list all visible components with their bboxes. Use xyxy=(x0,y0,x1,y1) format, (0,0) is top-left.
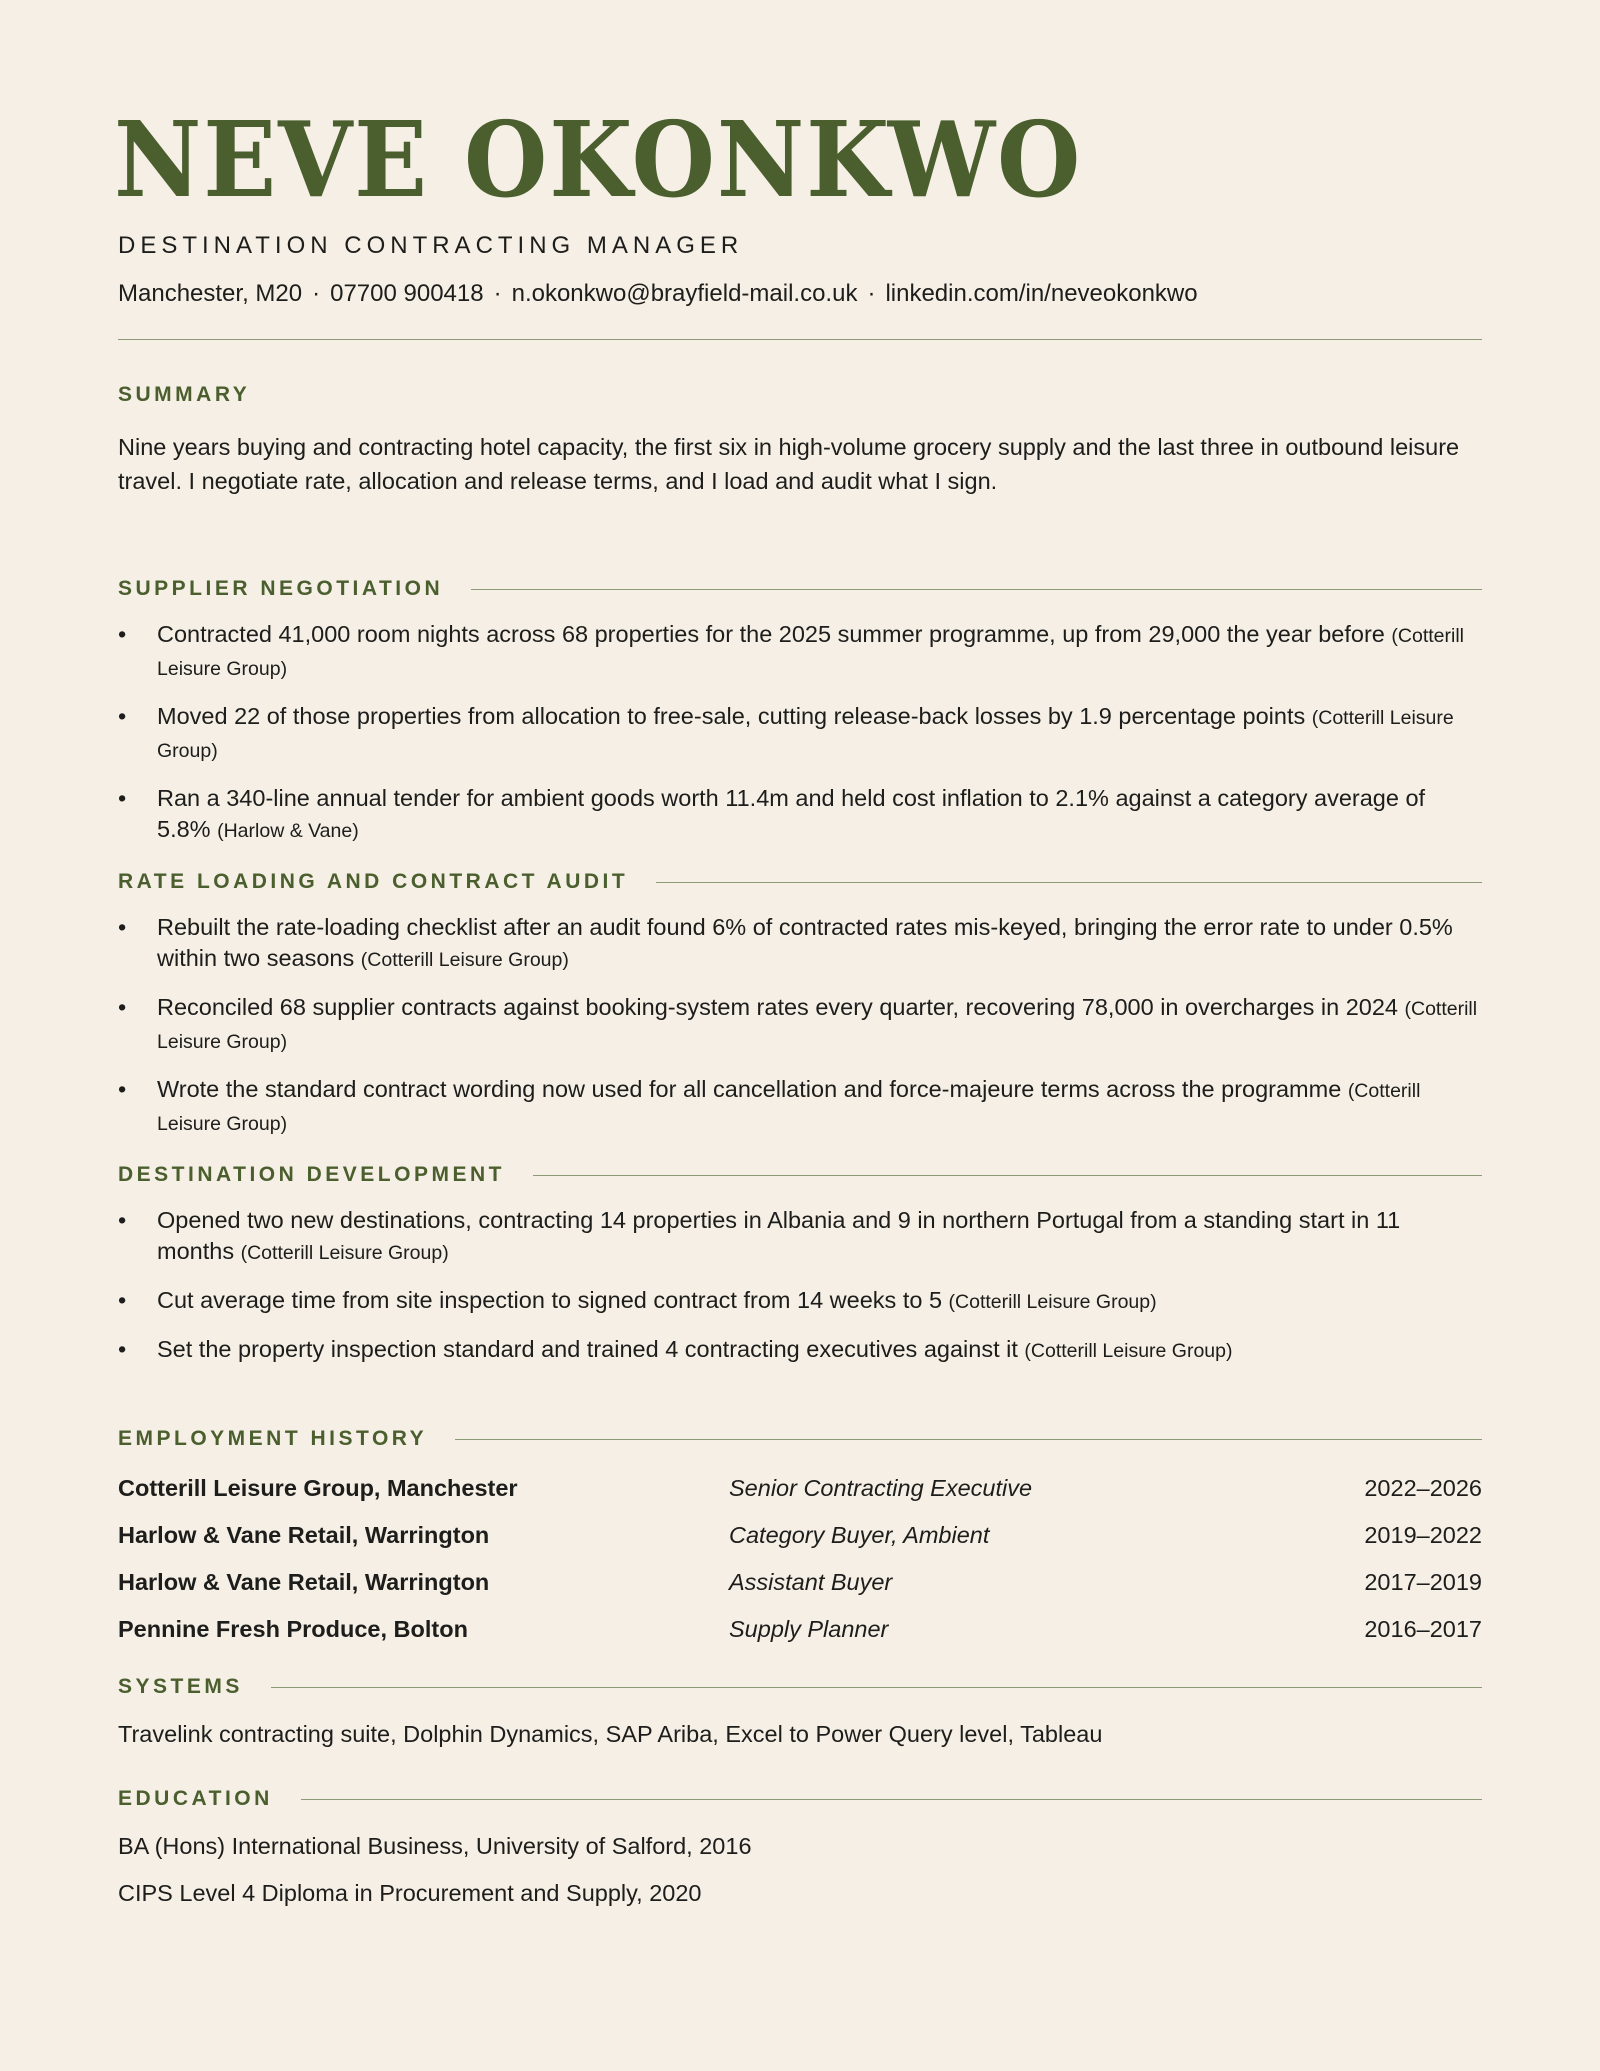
employment-table xyxy=(118,1465,1482,1653)
employment-dates: 2016–2017 xyxy=(1364,1616,1482,1642)
systems-text: Travelink contracting suite, Dolphin Dynamics, SAP Ariba, Excel to Power Query level, Tableau xyxy=(118,1721,1103,1747)
list-item xyxy=(118,619,1482,685)
section-title: SUPPLIER NEGOTIATION xyxy=(118,577,444,600)
section-title: DESTINATION DEVELOPMENT xyxy=(118,1163,505,1186)
section-heading-systems xyxy=(118,1675,1482,1699)
bullet-employer: (Harlow & Vane) xyxy=(217,820,359,842)
section-title: SUMMARY xyxy=(118,383,251,406)
section-rule xyxy=(455,1439,1482,1440)
list-item xyxy=(118,783,1482,847)
header-divider xyxy=(118,339,1482,340)
table-row xyxy=(118,1512,1482,1559)
job-title: DESTINATION CONTRACTING MANAGER xyxy=(118,232,744,259)
section-heading-education xyxy=(118,1787,1482,1811)
employment-dates: 2022–2026 xyxy=(1364,1475,1482,1501)
summary-heading xyxy=(118,383,1482,407)
education-item: BA (Hons) International Business, University of Salford, 2016 xyxy=(118,1833,752,1859)
list-item xyxy=(118,912,1482,976)
section-heading-supplier-negotiation xyxy=(118,577,1482,601)
bullet-employer: (Cotterill Leisure Group) xyxy=(948,1291,1157,1313)
bullet-employer: (Cotterill Leisure Group) xyxy=(157,998,1478,1053)
summary-text: Nine years buying and contracting hotel capacity, the first six in high-volume grocery supply and the last three in outbound leisure travel. I negotiate rate, allocation and release terms, and I load and audit what I sign. xyxy=(118,434,1460,494)
section-rule xyxy=(271,1687,1482,1688)
bullet: • xyxy=(118,785,127,811)
candidate-name: NEVE OKONKWO xyxy=(114,98,1083,221)
section-rule xyxy=(656,882,1482,883)
resume-page xyxy=(114,98,1482,1909)
section-title: RATE LOADING AND CONTRACT AUDIT xyxy=(118,870,629,893)
location: Manchester, M20 xyxy=(118,280,303,307)
bullet: • xyxy=(118,994,127,1020)
bullet: • xyxy=(118,1287,127,1313)
bullet: • xyxy=(118,703,127,729)
bullet-list xyxy=(118,619,1482,847)
position-title: Supply Planner xyxy=(729,1616,889,1642)
bullet-text: Ran a 340-line annual tender for ambient goods worth 11.4m and held cost inflation to 2.1% against a category average of 5.8% xyxy=(157,785,1426,842)
bullet: • xyxy=(118,1076,127,1102)
bullet-text: Set the property inspection standard and trained 4 contracting executives against it xyxy=(157,1336,1018,1362)
email-link[interactable]: n.okonkwo@brayfield-mail.co.uk xyxy=(511,280,858,307)
bullet-text: Opened two new destinations, contracting 14 properties in Albania and 9 in northern Portugal from a standing start in 11 months xyxy=(157,1207,1401,1264)
bullet-text: Rebuilt the rate-loading checklist after an audit found 6% of contracted rates mis-keyed, bringing the error rate to under 0.5% within two seasons xyxy=(157,914,1453,971)
section-heading-destination-development xyxy=(118,1163,1482,1187)
employer-name: Cotterill Leisure Group, Manchester xyxy=(118,1475,518,1501)
employer-name: Harlow & Vane Retail, Warrington xyxy=(118,1522,490,1548)
contact-separator: · xyxy=(867,280,876,307)
section-heading-rate-loading xyxy=(118,870,1482,894)
section-rule xyxy=(533,1175,1482,1176)
list-item xyxy=(118,992,1482,1058)
section-rule xyxy=(301,1799,1482,1800)
employer-name: Pennine Fresh Produce, Bolton xyxy=(118,1616,468,1642)
employer-name: Harlow & Vane Retail, Warrington xyxy=(118,1569,490,1595)
list-item xyxy=(118,1285,1482,1318)
bullet: • xyxy=(118,914,127,940)
bullet: • xyxy=(118,1207,127,1233)
bullet-employer: (Cotterill Leisure Group) xyxy=(157,625,1464,680)
education-item: CIPS Level 4 Diploma in Procurement and Supply, 2020 xyxy=(118,1880,702,1906)
bullet-text: Moved 22 of those properties from allocation to free-sale, cutting release-back losses by 1.9 percentage points xyxy=(157,703,1306,729)
employment-dates: 2019–2022 xyxy=(1364,1522,1482,1548)
linkedin-link[interactable]: linkedin.com/in/neveokonkwo xyxy=(885,280,1198,307)
bullet-text: Contracted 41,000 room nights across 68 properties for the 2025 summer programme, up from 29,000 the year before xyxy=(157,621,1385,647)
bullet-text: Wrote the standard contract wording now used for all cancellation and force-majeure terms across the programme xyxy=(157,1076,1342,1102)
section-title: EDUCATION xyxy=(118,1787,273,1810)
list-item xyxy=(118,701,1482,767)
list-item xyxy=(118,1074,1482,1140)
bullet-employer: (Cotterill Leisure Group) xyxy=(157,1080,1421,1135)
phone: 07700 900418 xyxy=(330,280,484,307)
table-row xyxy=(118,1465,1482,1512)
list-item xyxy=(118,1334,1482,1367)
bullet-text: Cut average time from site inspection to signed contract from 14 weeks to 5 xyxy=(157,1287,943,1313)
position-title: Assistant Buyer xyxy=(729,1569,893,1595)
bullet-employer: (Cotterill Leisure Group) xyxy=(240,1242,449,1264)
table-row xyxy=(118,1606,1482,1653)
table-row xyxy=(118,1559,1482,1606)
list-item xyxy=(118,1205,1482,1269)
position-title: Senior Contracting Executive xyxy=(729,1475,1033,1501)
bullet-list xyxy=(118,912,1482,1140)
section-title: EMPLOYMENT HISTORY xyxy=(118,1427,428,1450)
employment-dates: 2017–2019 xyxy=(1364,1569,1482,1595)
bullet: • xyxy=(118,621,127,647)
bullet-employer: (Cotterill Leisure Group) xyxy=(1024,1340,1233,1362)
bullet-text: Reconciled 68 supplier contracts against booking-system rates every quarter, recovering 78,000 in overcharges in 2024 xyxy=(157,994,1398,1020)
position-title: Category Buyer, Ambient xyxy=(729,1522,990,1548)
contact-line xyxy=(118,280,1482,308)
contact-separator: · xyxy=(493,280,502,307)
section-title: SYSTEMS xyxy=(118,1675,243,1698)
section-rule xyxy=(471,589,1482,590)
bullet-list xyxy=(118,1205,1482,1367)
section-heading-employment xyxy=(118,1427,1482,1451)
bullet-employer: (Cotterill Leisure Group) xyxy=(360,949,569,971)
bullet-employer: (Cotterill Leisure Group) xyxy=(157,707,1454,762)
bullet: • xyxy=(118,1336,127,1362)
contact-separator: · xyxy=(312,280,321,307)
